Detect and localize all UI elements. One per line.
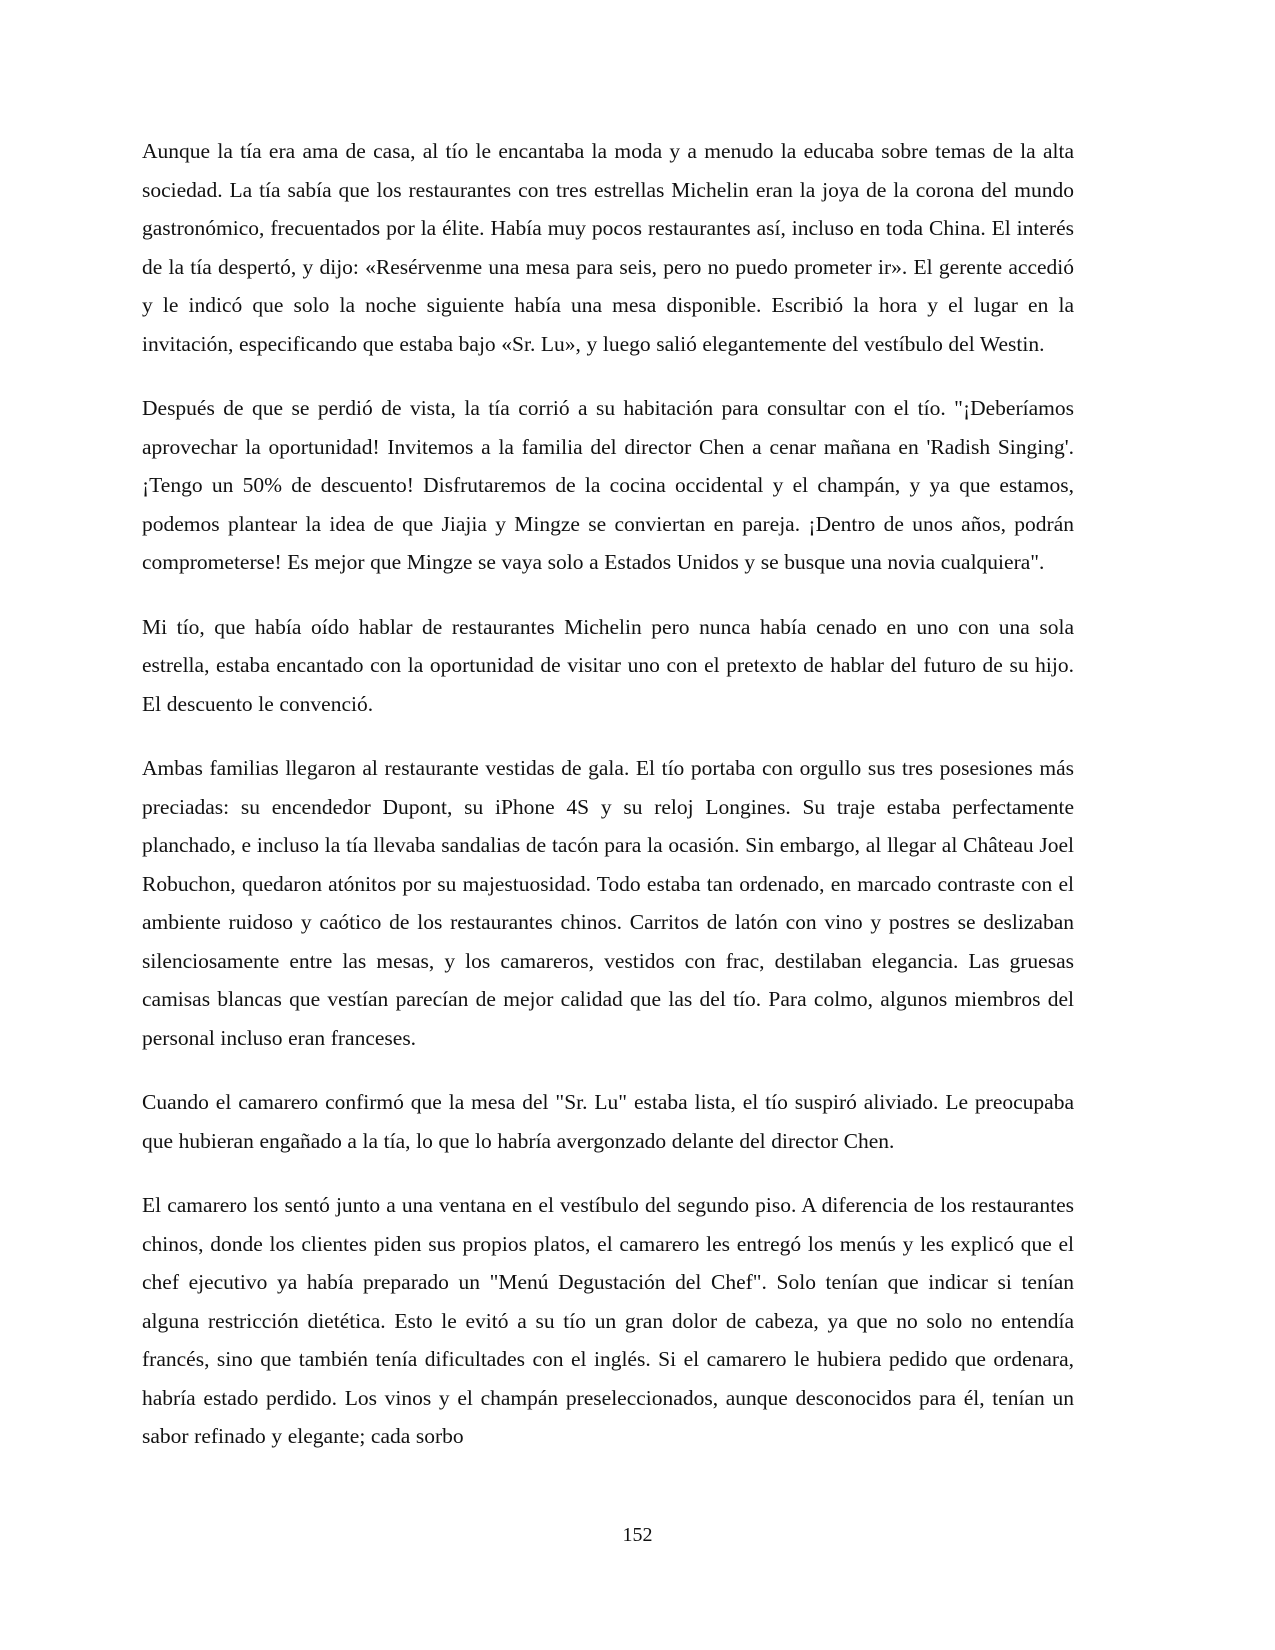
body-paragraph-2: Después de que se perdió de vista, la tía corrió a su habitación para consultar con el tío. "¡Deberíamos aprovechar la oportunidad! Invitemos a la familia del director Chen a cenar mañana en 'Radish Singing'. ¡Tengo un 50% de descuento! Disfrutaremos de la cocina occidental y el champán, y ya que estamos, podemos plantear la idea de que Jiajia y Mingze se conviertan en pareja. ¡Dentro de unos años, podrán comprometerse! Es mejor que Mingze se vaya solo a Estados Unidos y se busque una novia cualquiera".: [142, 396, 1074, 574]
body-paragraph-5: Cuando el camarero confirmó que la mesa del "Sr. Lu" estaba lista, el tío suspiró aliviado. Le preocupaba que hubieran engañado a la tía, lo que lo habría avergonzado delante del director Chen.: [142, 1090, 1074, 1153]
page-text-body: [142, 132, 1074, 1456]
page-number-footer: 152: [622, 1524, 653, 1546]
body-paragraph-6: El camarero los sentó junto a una ventana en el vestíbulo del segundo piso. A diferencia de los restaurantes chinos, donde los clientes piden sus propios platos, el camarero les entregó los menús y les explicó que el chef ejecutivo ya había preparado un "Menú Degustación del Chef". Solo tenían que indicar si tenían alguna restricción dietética. Esto le evitó a su tío un gran dolor de cabeza, ya que no solo no entendía francés, sino que también tenía dificultades con el inglés. Si el camarero le hubiera pedido que ordenara, habría estado perdido. Los vinos y el champán preseleccionados, aunque desconocidos para él, tenían un sabor refinado y elegante; cada sorbo: [142, 1193, 1074, 1448]
body-paragraph-1: Aunque la tía era ama de casa, al tío le encantaba la moda y a menudo la educaba sobre temas de la alta sociedad. La tía sabía que los restaurantes con tres estrellas Michelin eran la joya de la corona del mundo gastronómico, frecuentados por la élite. Había muy pocos restaurantes así, incluso en toda China. El interés de la tía despertó, y dijo: «Resérvenme una mesa para seis, pero no puedo prometer ir». El gerente accedió y le indicó que solo la noche siguiente había una mesa disponible. Escribió la hora y el lugar en la invitación, especificando que estaba bajo «Sr. Lu», y luego salió elegantemente del vestíbulo del Westin.: [142, 139, 1074, 356]
body-paragraph-3: Mi tío, que había oído hablar de restaurantes Michelin pero nunca había cenado en uno con una sola estrella, estaba encantado con la oportunidad de visitar uno con el pretexto de hablar del futuro de su hijo. El descuento le convenció.: [142, 614, 1074, 716]
body-paragraph-4: Ambas familias llegaron al restaurante vestidas de gala. El tío portaba con orgullo sus tres posesiones más preciadas: su encendedor Dupont, su iPhone 4S y su reloj Longines. Su traje estaba perfectamente planchado, e incluso la tía llevaba sandalias de tacón para la ocasión. Sin embargo, al llegar al Château Joel Robuchon, quedaron atónitos por su majestuosidad. Todo estaba tan ordenado, en marcado contraste con el ambiente ruidoso y caótico de los restaurantes chinos. Carritos de latón con vino y postres se deslizaban silenciosamente entre las mesas, y los camareros, vestidos con frac, destilaban elegancia. Las gruesas camisas blancas que vestían parecían de mejor calidad que las del tío. Para colmo, algunos miembros del personal incluso eran franceses.: [142, 756, 1074, 1050]
